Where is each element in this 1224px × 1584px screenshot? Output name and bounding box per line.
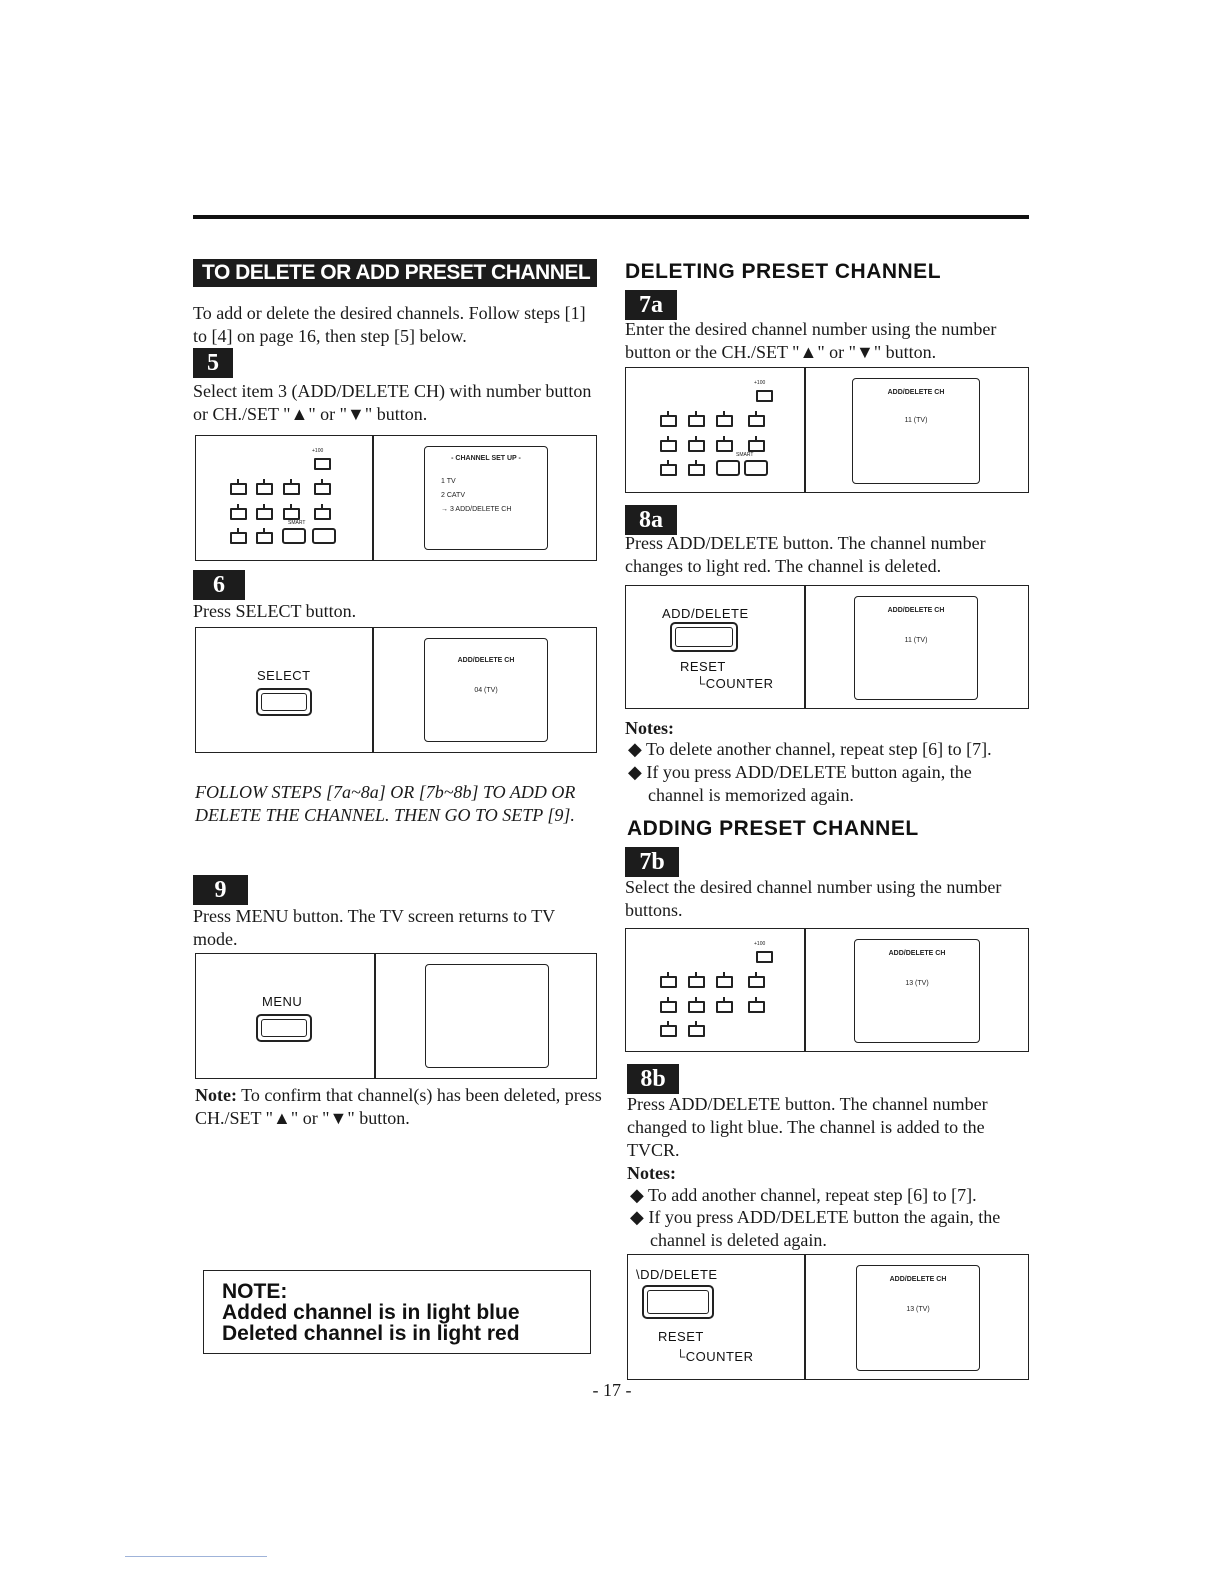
key-5	[660, 440, 677, 452]
note-box-title: NOTE:	[222, 1280, 288, 1303]
screen-title: ADD/DELETE CH	[889, 1276, 947, 1283]
reset-label: RESET	[658, 1329, 704, 1344]
key-2	[688, 415, 705, 427]
notes-b-title: Notes:	[627, 1163, 676, 1183]
key-smart-b	[744, 460, 768, 476]
screen-title: ADD/DELETE CH	[887, 607, 945, 614]
top-rule	[193, 215, 1029, 219]
screen-channel: 11 (TV)	[904, 417, 928, 424]
menu-line: 1 TV	[441, 478, 456, 485]
tv-screen	[852, 378, 980, 484]
tv-screen	[854, 596, 978, 700]
key-8	[314, 508, 331, 520]
key-0	[256, 532, 273, 544]
menu-button	[256, 1014, 312, 1042]
key-4	[748, 415, 765, 427]
key-4	[314, 483, 331, 495]
step-9-badge: 9	[193, 875, 248, 905]
page-number: - 17 -	[592, 1380, 632, 1400]
key-0	[688, 1025, 705, 1037]
step-9-figure	[195, 953, 597, 1079]
key-plus100	[314, 458, 331, 470]
step-7b-badge: 7b	[625, 847, 679, 877]
notes-a-item: ◆ If you press ADD/DELETE button again, the channel is memorized again.	[628, 762, 972, 805]
tv-screen	[856, 1265, 980, 1371]
key-8	[748, 440, 765, 452]
key-6	[688, 1001, 705, 1013]
key-1	[660, 415, 677, 427]
key-6	[256, 508, 273, 520]
key-3	[716, 415, 733, 427]
deleting-heading: DELETING PRESET CHANNEL	[625, 260, 942, 283]
step-7b-figure	[625, 928, 1029, 1052]
step-8b-badge: 8b	[627, 1064, 679, 1094]
step-6-text: Press SELECT button.	[193, 601, 357, 621]
key-8	[748, 1001, 765, 1013]
menu-screen	[424, 446, 548, 550]
step-7a-badge: 7a	[625, 290, 677, 320]
step-8a-badge: 8a	[625, 505, 677, 535]
step-7a-text: Enter the desired channel number using the number button or the CH./SET "▲" or "▼" button.	[625, 319, 997, 362]
key-7	[283, 508, 300, 520]
step-6-figure	[195, 627, 597, 753]
key-2	[256, 483, 273, 495]
plus100-label: +100	[754, 941, 766, 947]
add-delete-label: \DD/DELETE	[636, 1267, 718, 1282]
notes-b-item: ◆ If you press ADD/DELETE button the again, the channel is deleted again.	[630, 1207, 1001, 1250]
add-delete-button	[670, 622, 738, 652]
key-9	[230, 532, 247, 544]
step-9-text: Press MENU button. The TV screen returns to TV mode.	[193, 906, 555, 949]
menu-line: → 3 ADD/DELETE CH	[441, 506, 512, 513]
key-3	[716, 976, 733, 988]
notes-b-item: ◆ To add another channel, repeat step [6] to [7].	[630, 1185, 977, 1205]
reset-label: RESET	[680, 659, 726, 674]
key-2	[688, 976, 705, 988]
screen-title: ADD/DELETE CH	[887, 389, 945, 396]
tv-screen-blank	[425, 964, 549, 1068]
confirm-note-label: Note:	[195, 1085, 237, 1105]
screen-channel: 13 (TV)	[905, 980, 929, 987]
tv-screen	[854, 939, 980, 1043]
screen-title: ADD/DELETE CH	[457, 657, 515, 664]
menu-screen-title: - CHANNEL SET UP -	[451, 455, 521, 462]
section-banner: TO DELETE OR ADD PRESET CHANNEL	[193, 259, 597, 287]
step-6-badge: 6	[193, 570, 245, 600]
step-8a-figure	[625, 585, 1029, 709]
confirm-note	[195, 1084, 605, 1130]
screen-title: ADD/DELETE CH	[888, 950, 946, 957]
color-note-box	[203, 1270, 591, 1354]
step-7a-figure	[625, 367, 1029, 493]
select-label: SELECT	[257, 668, 311, 683]
key-plus100	[756, 390, 773, 402]
screen-channel: 13 (TV)	[906, 1306, 930, 1313]
step-5-badge: 5	[193, 348, 233, 378]
key-5	[660, 1001, 677, 1013]
counter-label: └COUNTER	[696, 676, 774, 691]
key-3	[283, 483, 300, 495]
key-smart-a	[282, 528, 306, 544]
screen-channel: 11 (TV)	[904, 637, 928, 644]
step-7b-text: Select the desired channel number using the number buttons.	[625, 877, 1002, 920]
notes-a-title: Notes:	[625, 718, 674, 738]
key-smart-b	[312, 528, 336, 544]
tv-screen	[424, 638, 548, 742]
confirm-note-text: To confirm that channel(s) has been deleted, press CH./SET "▲" or "▼" button.	[195, 1085, 602, 1128]
scan-line	[125, 1556, 267, 1557]
key-1	[660, 976, 677, 988]
step-5-text: Select item 3 (ADD/DELETE CH) with number button or CH./SET "▲" or "▼" button.	[193, 381, 592, 424]
counter-label: └COUNTER	[676, 1349, 754, 1364]
key-6	[688, 440, 705, 452]
key-4	[748, 976, 765, 988]
key-5	[230, 508, 247, 520]
key-7	[716, 1001, 733, 1013]
key-9	[660, 464, 677, 476]
step-8b-figure	[627, 1254, 1029, 1380]
plus100-label: +100	[754, 380, 766, 386]
follow-steps-text: FOLLOW STEPS [7a~8a] OR [7b~8b] TO ADD OR DELETE THE CHANNEL. THEN GO TO SETP [9].	[195, 782, 576, 825]
step-8a-text: Press ADD/DELETE button. The channel number changes to light red. The channel is deleted.	[625, 533, 986, 576]
key-smart-a	[716, 460, 740, 476]
screen-channel: 04 (TV)	[474, 687, 498, 694]
key-0	[688, 464, 705, 476]
menu-line: 2 CATV	[441, 492, 465, 499]
key-plus100	[756, 951, 773, 963]
step-5-figure	[195, 435, 597, 561]
smart-label: SMART	[736, 452, 754, 458]
menu-label: MENU	[262, 994, 303, 1009]
notes-a-item: ◆ To delete another channel, repeat step [6] to [7].	[628, 739, 992, 759]
add-delete-label: ADD/DELETE	[662, 606, 749, 621]
smart-label: SMART	[288, 520, 306, 526]
key-7	[716, 440, 733, 452]
note-box-line1: Added channel is in light blue	[222, 1301, 520, 1324]
step-8b-text: Press ADD/DELETE button. The channel number changed to light blue. The channel is added to the TVCR.	[627, 1094, 988, 1160]
add-delete-button	[642, 1285, 714, 1319]
intro-text: To add or delete the desired channels. Follow steps [1] to [4] on page 16, then step [5] below.	[193, 303, 586, 346]
key-9	[660, 1025, 677, 1037]
menu-screen-lines	[441, 475, 511, 517]
adding-heading: ADDING PRESET CHANNEL	[627, 817, 919, 840]
plus100-label: +100	[312, 448, 324, 454]
select-button	[256, 688, 312, 716]
key-1	[230, 483, 247, 495]
note-box-line2: Deleted channel is in light red	[222, 1322, 520, 1345]
